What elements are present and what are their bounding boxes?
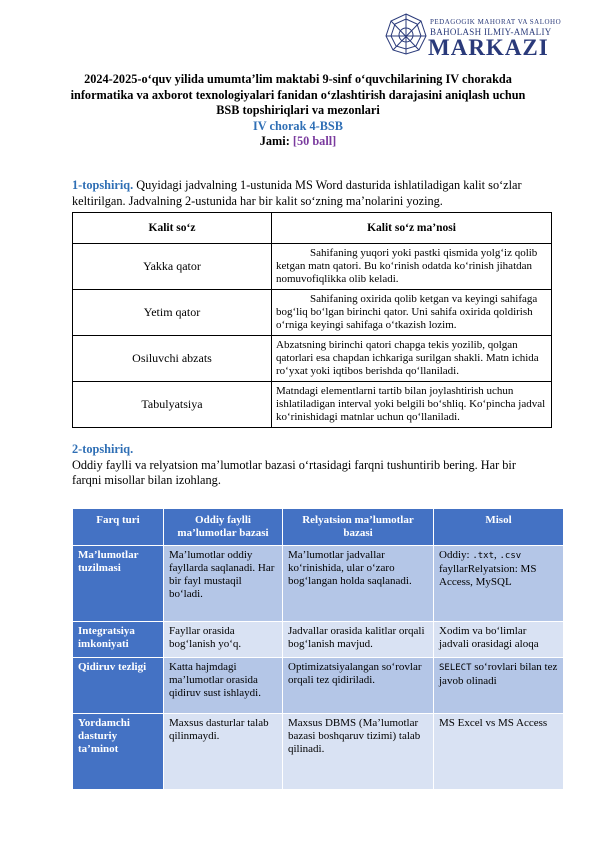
task2-label: 2-topshiriq. [72, 442, 134, 456]
comparison-table [72, 508, 564, 790]
logo-line-2: BAHOLASH ILMIY-AMALIY [430, 27, 552, 37]
flat-db-cell: Katta hajmdagi ma’lumotlar orasida qidiruv sust ishlaydi. [164, 658, 283, 714]
example-cell: MS Excel vs MS Access [434, 714, 564, 790]
keywords-table [72, 212, 552, 428]
document-header [60, 72, 536, 150]
relational-db-cell: Jadvallar orasida kalitlar orqali bog‘lanish mavjud. [283, 622, 434, 658]
task1-label: 1-topshiriq. [72, 178, 134, 192]
table-row [73, 546, 564, 622]
meaning-cell: Abzatsning birinchi qatori chapga tekis yozilib, qolgan qatorlari esa chapdan ichkariga surilgan shakli. Matn ichida ro‘yxat yoki iqtibos berishda qo‘llaniladi. [272, 336, 552, 382]
difference-type-cell: Yordamchi dasturiy ta’minot [73, 714, 164, 790]
relational-db-cell: Ma’lumotlar jadvallar ko‘rinishida, ular o‘zaro bog‘langan holda saqlanadi. [283, 546, 434, 622]
example-cell [434, 546, 564, 622]
keyword-cell: Osiluvchi abzats [73, 336, 272, 382]
table-row [73, 714, 564, 790]
relational-db-cell: Maxsus DBMS (Ma’lumotlar bazasi boshqaruv tizimi) talab qilinadi. [283, 714, 434, 790]
example-prefix: Oddiy: [439, 549, 473, 561]
column-header: Farq turi [73, 509, 164, 546]
task1-text-2: keltirilgan. Jadvalning 2-ustunida har bir kalit so‘zning ma’nolarini yozing. [72, 193, 443, 208]
example-cell [434, 658, 564, 714]
difference-type-cell: Qidiruv tezligi [73, 658, 164, 714]
keyword-cell: Tabulyatsiya [73, 382, 272, 428]
column-header: Relyatsion ma’lumotlar bazasi [283, 509, 434, 546]
total-score [60, 134, 536, 150]
column-header: Oddiy faylli ma’lumotlar bazasi [164, 509, 283, 546]
keyword-cell: Yetim qator [73, 290, 272, 336]
table-header-row [73, 509, 564, 546]
table-row [73, 336, 552, 382]
table-header-row [73, 213, 552, 244]
column-header: Kalit so‘z [73, 213, 272, 244]
flat-db-cell: Ma’lumotlar oddiy fayllarda saqlanadi. Har bir fayl mustaqil bo‘ladi. [164, 546, 283, 622]
task1-prompt [72, 178, 552, 209]
task2-text-2: farqni misollar bilan izohlang. [72, 473, 221, 487]
flat-db-cell: Fayllar orasida bog‘lanish yo‘q. [164, 622, 283, 658]
difference-type-cell: Ma’lumotlar tuzilmasi [73, 546, 164, 622]
table-row [73, 382, 552, 428]
logo-line-3: MARKAZI [428, 35, 549, 60]
example-separator: , [494, 549, 500, 561]
markazi-logo [384, 10, 564, 62]
keyword-cell: Yakka qator [73, 244, 272, 290]
flat-db-cell: Maxsus dasturlar talab qilinmaydi. [164, 714, 283, 790]
task2-text-1: Oddiy faylli va relyatsion ma’lumotlar bazasi o‘rtasidagi farqni tushuntirib bering. Har bir [72, 457, 516, 472]
column-header: Kalit so‘z ma’nosi [272, 213, 552, 244]
total-label: Jami: [259, 134, 290, 148]
meaning-cell: Matndagi elementlarni tartib bilan joylashtirish uchun ishlatiladigan interval yoki belgili bo‘shliq. Ko‘pincha jadval ko‘rinishidagi matnlar uchun qo‘llaniladi. [272, 382, 552, 428]
table-row [73, 290, 552, 336]
title-line-1: 2024-2025-o‘quv yilida umumta’lim maktabi 9-sinf o‘quvchilarining IV chorakda [84, 72, 512, 86]
table-row [73, 244, 552, 290]
title-line-2: informatika va axborot texnologiyalari fanidan o‘zlashtirish darajasini aniqlash uchun [70, 87, 526, 102]
table-row [73, 622, 564, 658]
example-suffix: fayllarRelyatsion: MS Access, MySQL [439, 563, 537, 588]
meaning-cell: Sahifaning oxirida qolib ketgan va keyingi sahifaga bog‘liq bo‘lgan birinchi qator. Uni sahifa oxirida qoldirish o‘rniga keyingi sahifaga o‘tkazish lozim. [272, 290, 552, 336]
logo-line-1: PEDAGOGIK MAHORAT VA SALOHO [430, 18, 562, 26]
task2-prompt [72, 442, 562, 489]
emblem-icon [384, 12, 428, 56]
relational-db-cell: Optimizatsiyalangan so‘rovlar orqali tez qidiriladi. [283, 658, 434, 714]
title-line-3: BSB topshiriqlari va mezonlari [216, 103, 380, 117]
code-text: SELECT [439, 663, 472, 673]
code-text: .txt [472, 551, 494, 561]
table-row [73, 658, 564, 714]
meaning-cell: Sahifaning yuqori yoki pastki qismida yolg‘iz qolib ketgan matn qatori. Bu ko‘rinish odatda ko‘rinish jihatdan nomuvofiqlikka olib keladi. [272, 244, 552, 290]
quarter-label: IV chorak 4-BSB [253, 118, 343, 133]
difference-type-cell: Integratsiya imkoniyati [73, 622, 164, 658]
example-text: so‘rovlari bilan tez javob olinadi [439, 661, 558, 687]
code-text: .csv [499, 551, 522, 561]
task1-text-1: Quyidagi jadvalning 1-ustunida MS Word dasturida ishlatiladigan kalit so‘zlar [133, 178, 522, 192]
example-cell: Xodim va bo‘limlar jadvali orasidagi aloqa [434, 622, 564, 658]
total-value: [50 ball] [292, 134, 337, 148]
column-header: Misol [434, 509, 564, 546]
